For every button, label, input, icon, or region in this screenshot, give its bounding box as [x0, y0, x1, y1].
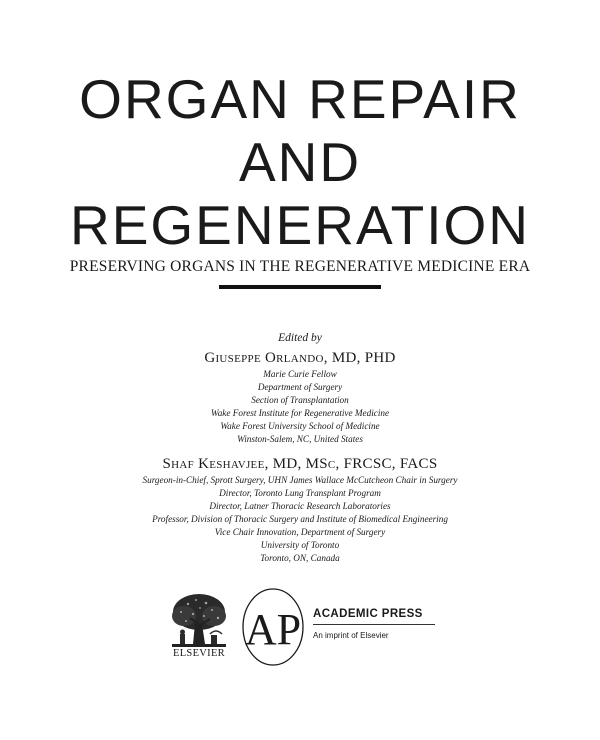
- academic-press-ap-logo: [241, 586, 305, 668]
- editor-1-affiliation: Winston-Salem, NC, United States: [237, 434, 363, 444]
- title-line-1: ORGAN REPAIR: [79, 68, 521, 130]
- academic-press-block: [313, 608, 443, 640]
- editor-1-affiliation: Marie Curie Fellow: [263, 369, 337, 379]
- subtitle: PRESERVING ORGANS IN THE REGENERATIVE MEDICINE ERA: [69, 258, 531, 275]
- editor-1-affiliation: Wake Forest University School of Medicine: [220, 421, 380, 431]
- editor-2-affiliation: Surgeon-in-Chief, Sprott Surgery, UHN James Wallace McCutcheon Chair in Surgery: [142, 475, 458, 485]
- editor-2-name: Shaf Keshavjee, MD, MSc, FRCSC, FACS: [162, 456, 438, 472]
- title-line-2: AND: [238, 131, 362, 193]
- editor-1-affiliation: Department of Surgery: [257, 382, 343, 392]
- editor-2-affiliation: Vice Chair Innovation, Department of Surgery: [214, 527, 386, 537]
- editor-2-affiliation: Director, Latner Thoracic Research Laboratories: [209, 501, 391, 511]
- title-line-3: REGENERATION: [70, 194, 530, 256]
- editor-2-affiliation: Director, Toronto Lung Transplant Program: [219, 488, 381, 498]
- editor-2-affiliation: Toronto, ON, Canada: [260, 553, 340, 563]
- ap-monogram: AP: [244, 605, 302, 654]
- editor-1-affiliations: [0, 368, 600, 446]
- editor-1-affiliation: Section of Transplantation: [251, 395, 349, 405]
- academic-press-imprint: An imprint of Elsevier: [313, 631, 389, 640]
- academic-press-name: ACADEMIC PRESS: [313, 608, 435, 625]
- editor-2-affiliation: Professor, Division of Thoracic Surgery and Institute of Biomedical Engineering: [152, 514, 448, 524]
- edited-by-label: Edited by: [278, 332, 322, 344]
- editor-2-affiliation: University of Toronto: [260, 540, 340, 550]
- editor-2-affiliations: [0, 474, 600, 565]
- title-rule: [219, 285, 381, 289]
- editor-1-affiliation: Wake Forest Institute for Regenerative Medicine: [210, 408, 390, 418]
- editor-1-name: Giuseppe Orlando, MD, PHD: [204, 350, 396, 366]
- elsevier-label: ELSEVIER: [173, 648, 225, 659]
